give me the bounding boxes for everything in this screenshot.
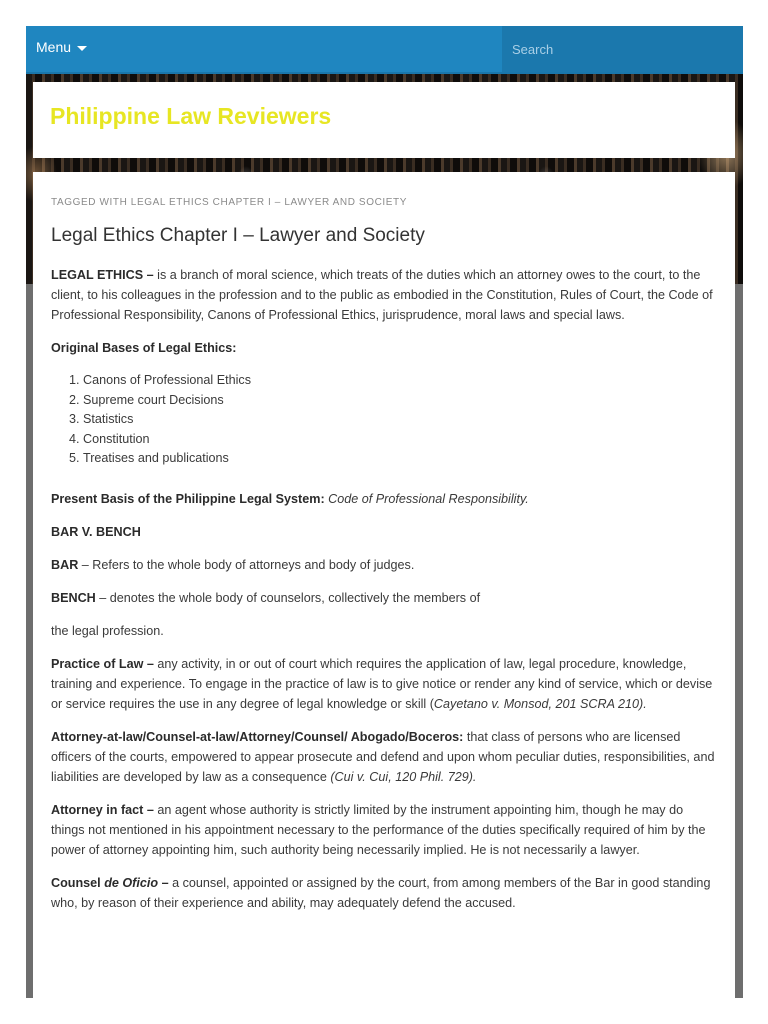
- legal-ethics-definition: [51, 265, 716, 325]
- term-part: –: [158, 875, 169, 890]
- search-input[interactable]: [502, 26, 743, 72]
- list-item: 3. Statistics: [83, 410, 716, 430]
- term-bench: BENCH: [51, 590, 96, 605]
- term-bar: BAR: [51, 557, 79, 572]
- post-title[interactable]: Legal Ethics Chapter I – Lawyer and Society: [51, 225, 425, 246]
- bar-v-bench-heading: [51, 522, 716, 542]
- site-title[interactable]: Philippine Law Reviewers: [50, 103, 332, 129]
- menu-label: Menu: [36, 39, 72, 55]
- menu-button[interactable]: [36, 39, 87, 55]
- page-frame: [26, 26, 743, 998]
- term-counsel: [51, 876, 169, 890]
- term-present-basis: Present Basis of the Philippine Legal System:: [51, 491, 325, 506]
- original-bases-heading: [51, 338, 716, 358]
- term-practice-of-law: Practice of Law –: [51, 656, 154, 671]
- top-navigation-bar: [26, 26, 743, 74]
- term-part-italic: de Oficio: [104, 875, 159, 890]
- citation: Cayetano v. Monsod, 201 SCRA 210).: [433, 696, 647, 711]
- present-basis-text: Code of Professional Responsibility.: [328, 491, 529, 506]
- present-basis: [51, 489, 716, 509]
- term-attorney-in-fact: Attorney in fact –: [51, 802, 154, 817]
- list-item: 5. Treatises and publications: [83, 449, 716, 469]
- counsel-de-oficio-definition: [51, 873, 716, 913]
- article-content: [33, 172, 735, 998]
- term-attorney-at-law: Attorney-at-law/Counsel-at-law/Attorney/Counsel/ Abogado/Boceros:: [51, 729, 464, 744]
- bench-definition-continued: the legal profession.: [51, 623, 164, 638]
- definition-text: – denotes the whole body of counselors, collectively the members of: [95, 590, 481, 605]
- practice-of-law-definition: [51, 654, 716, 714]
- site-title-box: [33, 82, 735, 158]
- list-item: 1. Canons of Professional Ethics: [83, 371, 716, 391]
- list-item: 2. Supreme court Decisions: [83, 391, 716, 411]
- definition-text: that class of persons who are licensed officers of the courts, empowered to appear prosecute and defend and upon whom peculiar duties, responsibilities, and liabilities are developed by law as a consequence: [51, 729, 715, 784]
- heading-text: Original Bases of Legal Ethics:: [51, 341, 237, 355]
- attorney-in-fact-definition: [51, 800, 716, 860]
- definition-text: any activity, in or out of court which requires the application of law, legal procedure, knowledge, training and experience. To engage in the practice of law is to give notice or render any kind of service, which or devise or service requires the use in any degree of legal knowledge or skill (: [51, 656, 713, 711]
- term-legal-ethics: LEGAL ETHICS –: [51, 268, 154, 282]
- tag-archive-label: TAGGED WITH LEGAL ETHICS CHAPTER I – LAWYER AND SOCIETY: [51, 197, 408, 208]
- bar-definition: [51, 555, 716, 575]
- definition-text: is a branch of moral science, which treats of the duties which an attorney owes to the court, to the client, to his colleagues in the profession and to the public as embodied in the Constitution, Rules of Court, the Code of Professional Responsibility, Canons of Professional Ethics, jurisprudence, moral laws and special laws.: [51, 268, 713, 322]
- definition-text: a counsel, appointed or assigned by the court, from among members of the Bar in good standing who, by reason of their experience and ability, may adequately defend the accused.: [51, 875, 711, 910]
- definition-text: – Refers to the whole body of attorneys and body of judges.: [78, 557, 415, 572]
- term-part: Counsel: [51, 875, 105, 890]
- attorney-at-law-definition: [51, 727, 716, 787]
- definition-text: an agent whose authority is strictly limited by the instrument appointing him, though he may do things not mentioned in his appointment necessary to the performance of the duties specifically required of him by the power of attorney appointing him, such authority being necessarily implied. He is not necessarily a lawyer.: [51, 802, 706, 857]
- bench-definition: [51, 588, 716, 608]
- caret-down-icon: [77, 46, 87, 51]
- original-bases-list: [51, 371, 716, 469]
- citation: (Cui v. Cui, 120 Phil. 729).: [330, 769, 477, 784]
- list-item: 4. Constitution: [83, 430, 716, 450]
- heading-text: BAR V. BENCH: [51, 524, 141, 539]
